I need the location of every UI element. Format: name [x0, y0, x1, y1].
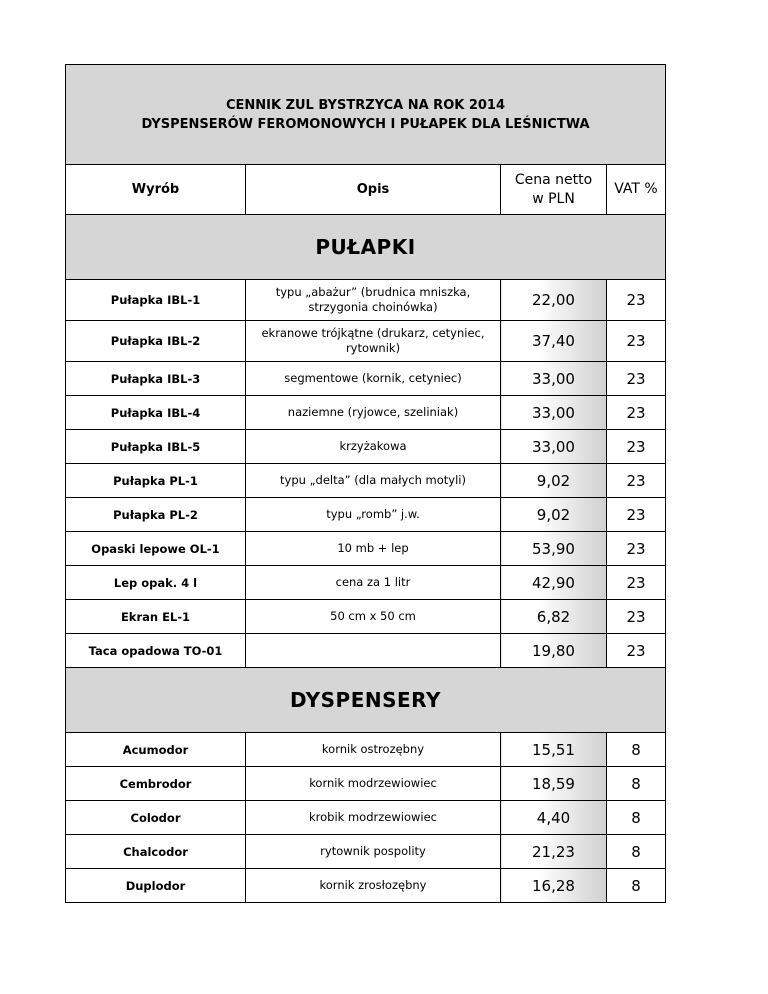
price-cell: 6,82: [501, 600, 607, 634]
description-cell: 10 mb + lep: [246, 532, 501, 566]
product-cell: Pułapka IBL-4: [66, 396, 246, 430]
header-row: [66, 165, 666, 215]
vat-cell: 8: [607, 869, 666, 903]
product-cell: Lep opak. 4 l: [66, 566, 246, 600]
table-row: [66, 835, 666, 869]
price-cell: 4,40: [501, 801, 607, 835]
product-cell: Pułapka IBL-3: [66, 362, 246, 396]
vat-cell: 23: [607, 566, 666, 600]
table-row: [66, 430, 666, 464]
description-cell: typu „romb” j.w.: [246, 498, 501, 532]
description-cell: segmentowe (kornik, cetyniec): [246, 362, 501, 396]
table-row: [66, 498, 666, 532]
vat-cell: 23: [607, 362, 666, 396]
price-list-table: [65, 64, 666, 903]
product-cell: Cembrodor: [66, 767, 246, 801]
price-cell: 33,00: [501, 396, 607, 430]
description-cell: krobik modrzewiowiec: [246, 801, 501, 835]
table-row: [66, 801, 666, 835]
price-cell: 37,40: [501, 321, 607, 362]
description-cell: naziemne (ryjowce, szeliniak): [246, 396, 501, 430]
price-cell: 53,90: [501, 532, 607, 566]
product-cell: Pułapka PL-2: [66, 498, 246, 532]
section-heading: PUŁAPKI: [66, 215, 666, 280]
table-row: [66, 396, 666, 430]
title-line-1: CENNIK ZUL BYSTRZYCA NA ROK 2014: [225, 97, 506, 113]
price-cell: 9,02: [501, 464, 607, 498]
price-cell: 33,00: [501, 430, 607, 464]
header-price: [501, 165, 607, 215]
product-cell: Pułapka IBL-5: [66, 430, 246, 464]
vat-cell: 23: [607, 464, 666, 498]
vat-cell: 8: [607, 835, 666, 869]
vat-cell: 23: [607, 396, 666, 430]
vat-cell: 23: [607, 600, 666, 634]
header-vat: VAT %: [607, 165, 666, 215]
price-cell: 9,02: [501, 498, 607, 532]
section-heading: DYSPENSERY: [66, 668, 666, 733]
vat-cell: 23: [607, 321, 666, 362]
table-row: [66, 280, 666, 321]
product-cell: Ekran EL-1: [66, 600, 246, 634]
table-row: [66, 532, 666, 566]
title-line-2: DYSPENSERÓW FEROMONOWYCH I PUŁAPEK DLA LEŚNICTWA: [141, 116, 590, 132]
description-cell: cena za 1 litr: [246, 566, 501, 600]
price-cell: 16,28: [501, 869, 607, 903]
description-cell: typu „delta” (dla małych motyli): [246, 464, 501, 498]
table-row: [66, 566, 666, 600]
price-cell: 22,00: [501, 280, 607, 321]
table-row: [66, 733, 666, 767]
table-row: [66, 634, 666, 668]
product-cell: Opaski lepowe OL-1: [66, 532, 246, 566]
product-cell: Pułapka IBL-1: [66, 280, 246, 321]
price-cell: 19,80: [501, 634, 607, 668]
product-cell: Pułapka IBL-2: [66, 321, 246, 362]
table-row: [66, 464, 666, 498]
vat-cell: 23: [607, 280, 666, 321]
product-cell: Taca opadowa TO-01: [66, 634, 246, 668]
price-cell: 15,51: [501, 733, 607, 767]
vat-cell: 23: [607, 532, 666, 566]
table-row: [66, 600, 666, 634]
product-cell: Acumodor: [66, 733, 246, 767]
price-cell: 21,23: [501, 835, 607, 869]
product-cell: Colodor: [66, 801, 246, 835]
product-cell: Pułapka PL-1: [66, 464, 246, 498]
description-cell: kornik modrzewiowiec: [246, 767, 501, 801]
description-cell: typu „abażur” (brudnica mniszka, strzygonia choinówka): [246, 280, 501, 321]
description-cell: rytownik pospolity: [246, 835, 501, 869]
table-row: [66, 869, 666, 903]
header-description: Opis: [246, 165, 501, 215]
header-price-line-1: Cena netto: [514, 171, 593, 188]
description-cell: kornik ostrozębny: [246, 733, 501, 767]
description-cell: [246, 634, 501, 668]
description-cell: kornik zrosłozębny: [246, 869, 501, 903]
header-price-line-2: w PLN: [532, 190, 575, 207]
table-row: [66, 321, 666, 362]
vat-cell: 23: [607, 634, 666, 668]
vat-cell: 8: [607, 767, 666, 801]
vat-cell: 23: [607, 430, 666, 464]
table-row: [66, 362, 666, 396]
price-cell: 33,00: [501, 362, 607, 396]
header-product: Wyrób: [66, 165, 246, 215]
description-cell: 50 cm x 50 cm: [246, 600, 501, 634]
price-list-title: [66, 65, 666, 165]
price-cell: 18,59: [501, 767, 607, 801]
description-cell: ekranowe trójkątne (drukarz, cetyniec, rytownik): [246, 321, 501, 362]
price-cell: 42,90: [501, 566, 607, 600]
table-row: [66, 767, 666, 801]
product-cell: Chalcodor: [66, 835, 246, 869]
vat-cell: 23: [607, 498, 666, 532]
vat-cell: 8: [607, 733, 666, 767]
vat-cell: 8: [607, 801, 666, 835]
product-cell: Duplodor: [66, 869, 246, 903]
description-cell: krzyżakowa: [246, 430, 501, 464]
